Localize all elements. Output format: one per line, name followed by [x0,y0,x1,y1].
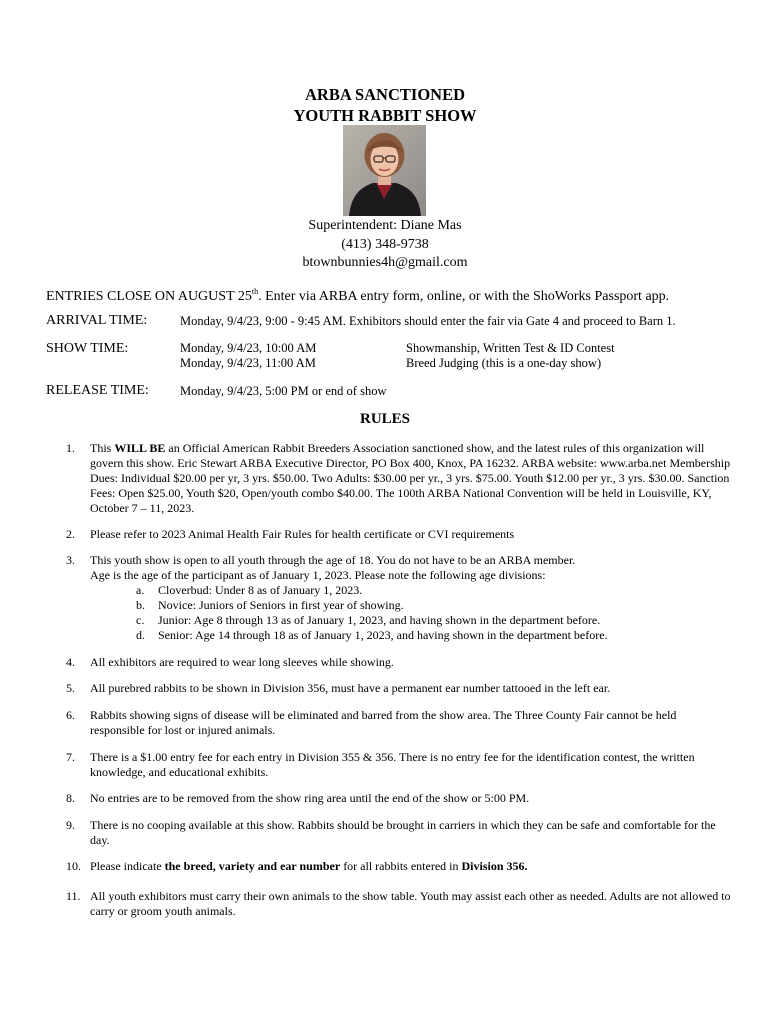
sub-text: Novice: Juniors of Seniors in first year of showing. [158,598,404,612]
rule-number: 10. [66,859,81,873]
sub-letter: a. [136,583,145,597]
arrival-time-label: ARRIVAL TIME: [46,313,148,328]
arrival-time-value: Monday, 9/4/23, 9:00 - 9:45 AM. Exhibitors should enter the fair via Gate 4 and proceed to Barn 1. [180,314,676,328]
rule-text: Rabbits showing signs of disease will be eliminated and barred from the show area. The Three County Fair cannot be held responsible for lost or injured animals. [90,708,677,738]
sub-text: Junior: Age 8 through 13 as of January 1, 2023, and having shown in the department before. [158,613,601,627]
rule-number: 11. [66,889,81,903]
sub-text: Cloverbud: Under 8 as of January 1, 2023. [158,583,363,597]
rule-text: Please refer to 2023 Animal Health Fair Rules for health certificate or CVI requirements [90,527,515,541]
page-subtitle: YOUTH RABBIT SHOW [293,106,477,125]
rule-10 [66,859,731,875]
rule-text: There is no cooping available at this show. Rabbits should be brought in carriers in which they can be safe and comfortable for the day. [90,818,716,848]
rule-text [90,859,731,874]
rule-1-emphasis: WILL BE [114,441,166,455]
rule-text-line-2: Age is the age of the participant as of January 1, 2023. Please note the following age divisions: [90,568,546,583]
show-event-2: Breed Judging (this is a one-day show) [406,356,602,370]
rule-text: All exhibitors are required to wear long sleeves while showing. [90,655,394,669]
show-time-label: SHOW TIME: [46,341,129,356]
contact-email: btownbunnies4h@gmail.com [302,255,468,270]
rule-1-text-a: This [90,441,115,455]
sub-letter: d. [136,628,145,642]
rule-number: 1. [66,441,75,455]
rule-number: 9. [66,818,75,832]
entries-prefix: ENTRIES CLOSE ON AUGUST 25 [46,289,252,304]
rule-11 [66,889,731,920]
entries-close-notice [46,283,669,306]
rule-text: All purebred rabbits to be shown in Division 356, must have a permanent ear number tattooed in the left ear. [90,681,611,695]
rule-number: 2. [66,527,75,541]
rule-5 [66,681,731,697]
rule-10-emphasis-1: the breed, variety and ear number [164,859,341,873]
rule-9 [66,818,731,849]
page-title: ARBA SANCTIONED [305,85,465,104]
show-event-1: Showmanship, Written Test & ID Contest [406,341,615,355]
rule-number: 5. [66,681,75,695]
contact-phone: (413) 348-9738 [341,237,429,252]
show-time-1: Monday, 9/4/23, 10:00 AM [180,341,317,355]
sub-text: Senior: Age 14 through 18 as of January 1, 2023, and having shown in the department before. [158,628,608,642]
rule-10-text-c: for all rabbits entered in [340,859,462,873]
rule-text: No entries are to be removed from the show ring area until the end of the show or 5:00 PM. [90,791,530,805]
rule-number: 3. [66,553,75,567]
rule-1 [66,441,731,517]
rule-text: All youth exhibitors must carry their own animals to the show table. Youth may assist each other as needed. Adults are not allowed to carry or groom youth animals. [90,889,731,919]
rule-1-text-c: an Official American Rabbit Breeders Association sanctioned show, and the latest rules of this organization will govern this show. Eric Stewart ARBA Executive Director, PO Box 400, Knox, PA 16232. ARBA website: www.arba.net Membership Dues: Individual $20.00 per yr, 3 yrs. $50.00. Two Adults: $30.00 per yr., 3 yrs. $75.00. Youth $12.00 per yr., 3 yrs. $30.00. Sanction Fees: Open $25.00, Youth $20, Open/youth combo $40.00. The 100th ARBA National Convention will be held in Louisville, KY, October 7 – 11, 2023. [90,441,731,516]
rule-10-emphasis-2: Division 356. [461,859,528,873]
superintendent-photo [343,125,426,216]
rule-10-text-a: Please indicate [90,859,165,873]
show-time-2: Monday, 9/4/23, 11:00 AM [180,356,316,370]
rule-2 [66,527,731,543]
rule-number: 7. [66,750,75,764]
rule-4 [66,655,731,671]
sub-letter: b. [136,598,145,612]
rule-6 [66,708,731,739]
rule-text: There is a $1.00 entry fee for each entry in Division 355 & 356. There is no entry fee for the identification contest, the written knowledge, and educational exhibits. [90,750,695,780]
release-time-label: RELEASE TIME: [46,383,149,398]
rule-number: 8. [66,791,75,805]
entries-suffix: . Enter via ARBA entry form, online, or with the ShoWorks Passport app. [258,289,670,304]
rule-text-line-1: This youth show is open to all youth through the age of 18. You do not have to be an ARBA member. [90,553,576,567]
release-time-value: Monday, 9/4/23, 5:00 PM or end of show [180,384,387,398]
rule-text [90,441,731,516]
rule-8 [66,791,731,807]
sub-letter: c. [136,613,145,627]
rules-heading: RULES [359,411,411,427]
entries-superscript: th [251,287,259,296]
rule-number: 4. [66,655,75,669]
rule-number: 6. [66,708,75,722]
superintendent-name: Superintendent: Diane Mas [308,218,462,233]
rule-7 [66,750,731,781]
